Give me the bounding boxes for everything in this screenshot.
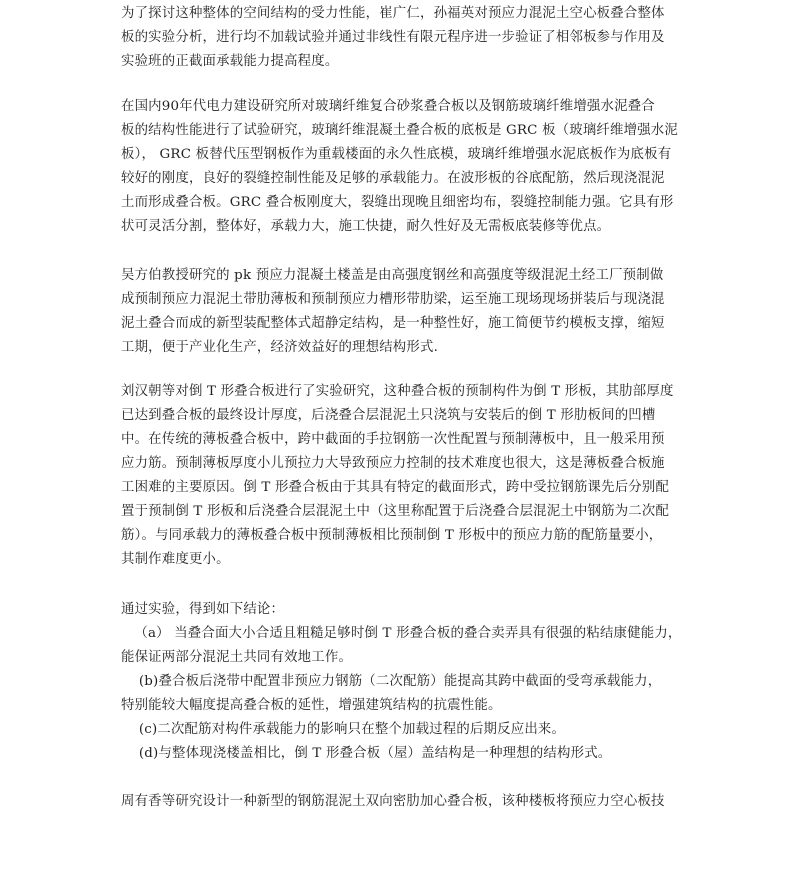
paragraph-stiffness-analysis bbox=[121, 2, 681, 74]
text-line: 特别能较大幅度提高叠合板的延性，增强建筑结构的抗震性能。 bbox=[121, 698, 502, 713]
paragraph-inverted-t-slab bbox=[121, 380, 681, 572]
text-line: 较好的刚度，良好的裂缝控制性能及足够的承载能力。在波形板的谷底配筋，然后现浇混泥 bbox=[121, 171, 665, 186]
conclusion-item-c: (c)二次配筋对构件承载能力的影响只在整个加载过程的后期反应出来。 bbox=[121, 722, 566, 737]
conclusions-intro: 通过实验，得到如下结论： bbox=[121, 602, 285, 617]
text-line: 其制作难度更小。 bbox=[121, 552, 230, 567]
text-line: 土而形成叠合板。GRC 叠合板刚度大，裂缝出现晚且细密均布，裂缝控制能力强。它具有形 bbox=[121, 195, 674, 210]
text-line: 板的实验分析，进行均不加载试验并通过非线性有限元程序进一步验证了相邻板参与作用及 bbox=[121, 30, 665, 45]
text-line: 能保证两部分混泥土共同有效地工作。 bbox=[121, 650, 353, 665]
text-line: 状可灵活分割，整体好，承载力大，施工快捷，耐久性好及无需板底装修等优点。 bbox=[121, 219, 611, 234]
text-line: 刘汉朝等对倒 T 形叠合板进行了实验研究，这种叠合板的预制构件为倒 T 形板，其肋部厚度 bbox=[121, 384, 674, 399]
text-line: 成预制预应力混泥土带肋薄板和预制预应力槽形带肋梁，运至施工现场现场拼装后与现浇混 bbox=[121, 292, 665, 307]
text-line: 工期，便于产业化生产，经济效益好的理想结构形式. bbox=[121, 340, 439, 355]
text-line: 实验班的正截面承载能力提高程度。 bbox=[121, 54, 339, 69]
text-line: 中。在传统的薄板叠合板中，跨中截面的手拉钢筋一次性配置与预制薄板中，且一般采用预 bbox=[121, 432, 665, 447]
text-line: 板的结构性能进行了试验研究，玻璃纤维混凝土叠合板的底板是 GRC 板（玻璃纤维增强水泥 bbox=[121, 123, 678, 138]
paragraph-conclusions bbox=[121, 598, 681, 766]
text-line: 筋）。与同承载力的薄板叠合板中预制薄板相比预制倒 T 形板中的预应力筋的配筋量要小， bbox=[121, 528, 663, 543]
paragraph-grc-composite bbox=[121, 95, 681, 239]
text-line: 置于预制倒 T 形板和后浇叠合层混泥土中（这里称配置于后浇叠合层混泥土中钢筋为二次配 bbox=[121, 504, 670, 519]
text-line: 吴方伯教授研究的 pk 预应力混凝土楼盖是由高强度钢丝和高强度等级混泥土经工厂预制做 bbox=[121, 268, 664, 283]
conclusion-item-d: (d)与整体现浇楼盖相比，倒 T 形叠合板（屋）盖结构是一种理想的结构形式。 bbox=[121, 746, 612, 761]
conclusion-item-a: （a） 当叠合面大小合适且粗糙足够时倒 T 形叠合板的叠合卖弄具有很强的粘结康健能力， bbox=[121, 626, 681, 641]
text-line: 板）， GRC 板替代压型钢板作为重载楼面的永久性底模，玻璃纤维增强水泥底板作为底板有 bbox=[121, 147, 672, 162]
text-line: 工困难的主要原因。倒 T 形叠合板由于其具有特定的截面形式，跨中受拉钢筋课先后分别配 bbox=[121, 480, 670, 495]
paragraph-pk-floor bbox=[121, 264, 681, 360]
text-line: 应力筋。预制薄板厚度小儿预拉力大导致预应力控制的技术难度也很大，这是薄板叠合板施 bbox=[121, 456, 665, 471]
text-line: 在国内90年代电力建设研究所对玻璃纤维复合砂浆叠合板以及钢筋玻璃纤维增强水泥叠合 bbox=[121, 99, 655, 114]
text-line: 周有香等研究设计一种新型的钢筋混泥土双向密肋加心叠合板，该种楼板将预应力空心板技 bbox=[121, 794, 665, 809]
conclusion-item-b: (b)叠合板后浇带中配置非预应力钢筋（二次配筋）能提高其跨中截面的受弯承载能力， bbox=[121, 674, 662, 689]
paragraph-ribbed-slab bbox=[121, 790, 681, 814]
text-line: 已达到叠合板的最终设计厚度，后浇叠合层混泥土只浇筑与安装后的倒 T 形肋板间的凹槽 bbox=[121, 408, 656, 423]
text-line: 泥土叠合而成的新型装配整体式超静定结构，是一种整性好，施工简便节约模板支撑，缩短 bbox=[121, 316, 665, 331]
text-line: 为了探讨这种整体的空间结构的受力性能，崔广仁，孙福英对预应力混泥土空心板叠合整体 bbox=[121, 6, 665, 21]
